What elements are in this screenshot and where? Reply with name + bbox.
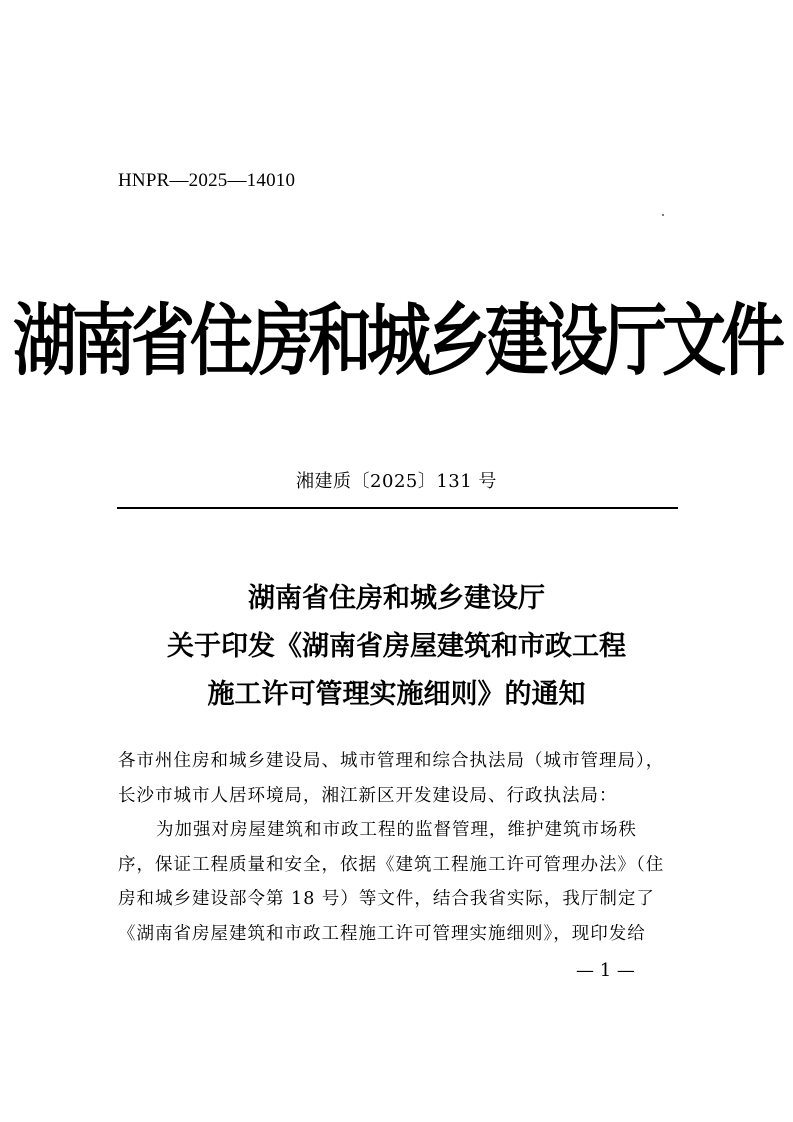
notice-title [0, 575, 793, 719]
document-code: HNPR—2025—14010 [118, 170, 296, 191]
paragraph-line: 序，保证工程质量和安全，依据《建筑工程施工许可管理办法》（住 [118, 854, 665, 875]
masthead-text: 湖南省住房和城乡建设厅文件 [13, 296, 780, 388]
title-line: 湖南省住房和城乡建设厅 [248, 583, 545, 614]
paragraph-line: 房和城乡建设部令第 18 号）等文件，结合我省实际，我厅制定了 [118, 889, 655, 909]
scan-speck [662, 214, 664, 216]
title-line: 关于印发《湖南省房屋建筑和市政工程 [167, 631, 626, 662]
paragraph-line: 《湖南省房屋建筑和市政工程施工许可管理实施细则》，现印发给 [118, 923, 646, 944]
body-text [118, 744, 683, 951]
addressee-line: 长沙市城市人居环境局，湘江新区开发建设局、行政执法局： [118, 785, 618, 806]
paragraph-line: 为加强对房屋建筑和市政工程的监督管理，维护建筑市场秩 [156, 820, 637, 840]
addressee-line: 各市州住房和城乡建设局、城市管理和综合执法局（城市管理局）， [118, 751, 665, 771]
page-number: — 1 — [576, 960, 635, 981]
document-number: 湘建质〔2025〕131 号 [296, 471, 497, 492]
header-divider [117, 507, 678, 509]
masthead-title [0, 296, 793, 388]
title-line: 施工许可管理实施细则》的通知 [207, 679, 586, 710]
